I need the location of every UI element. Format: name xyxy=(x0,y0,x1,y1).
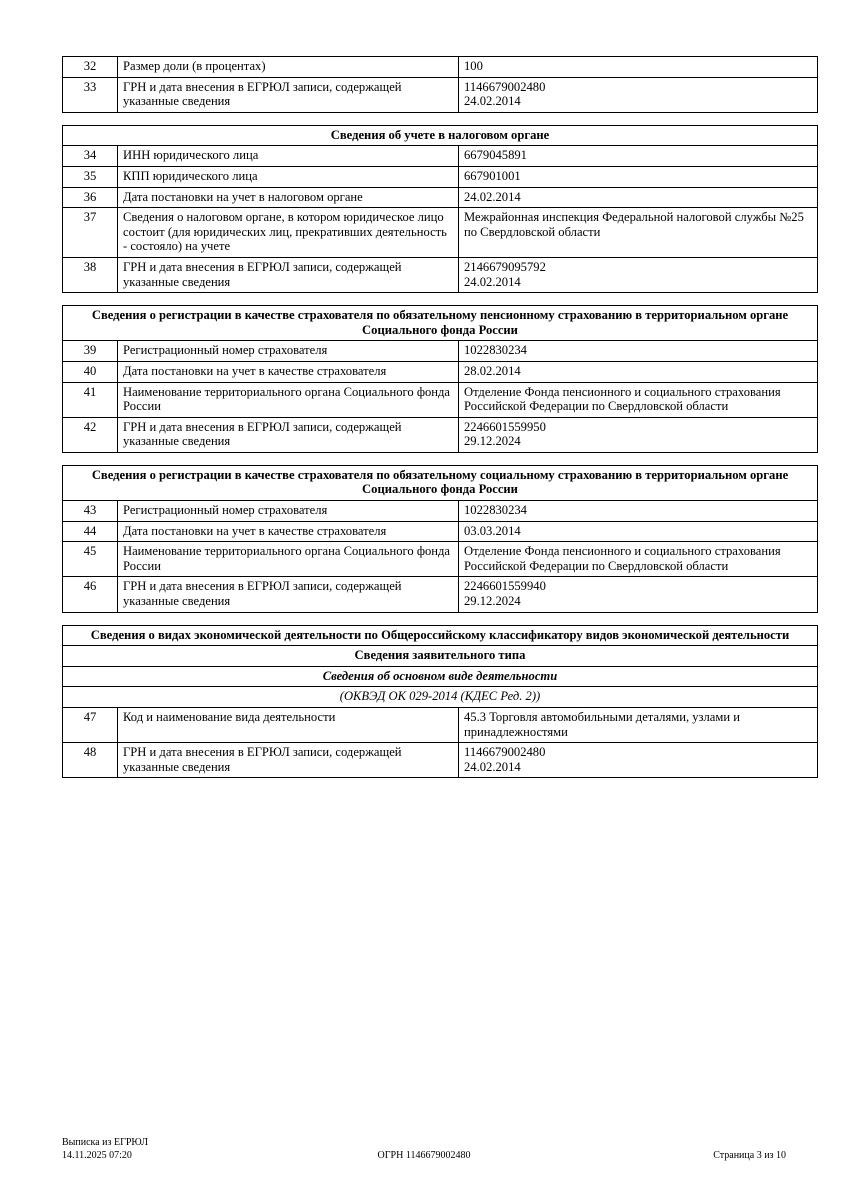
row-value: 667901001 xyxy=(459,166,818,187)
table-row xyxy=(63,187,818,208)
row-value: Межрайонная инспекция Федеральной налоговой службы №25 по Свердловской области xyxy=(459,208,818,258)
row-value: 2246601559950 29.12.2024 xyxy=(459,417,818,452)
row-label: ГРН и дата внесения в ЕГРЮЛ записи, содержащей указанные сведения xyxy=(118,257,459,292)
spacer-cell xyxy=(63,293,818,306)
section-heading: Сведения заявительного типа xyxy=(63,646,818,667)
row-number: 39 xyxy=(63,341,118,362)
page-footer xyxy=(62,1137,786,1162)
footer-source-title: Выписка из ЕГРЮЛ xyxy=(62,1137,148,1148)
row-label: ГРН и дата внесения в ЕГРЮЛ записи, содержащей указанные сведения xyxy=(118,577,459,612)
table-row xyxy=(63,361,818,382)
row-label: Дата постановки на учет в качестве страхователя xyxy=(118,521,459,542)
row-value: 45.3 Торговля автомобильными деталями, узлами и принадлежностями xyxy=(459,708,818,743)
table-row xyxy=(63,501,818,522)
spacer-cell xyxy=(63,612,818,625)
footer-page-number: Страница 3 из 10 xyxy=(713,1149,786,1161)
table-heading-row xyxy=(63,646,818,667)
row-number: 41 xyxy=(63,382,118,417)
row-number: 42 xyxy=(63,417,118,452)
spacer-cell xyxy=(63,112,818,125)
table-heading-row xyxy=(63,125,818,146)
table-row xyxy=(63,417,818,452)
table-body xyxy=(63,57,818,778)
footer-source xyxy=(62,1137,301,1162)
row-number: 48 xyxy=(63,743,118,778)
row-number: 43 xyxy=(63,501,118,522)
row-value: 2146679095792 24.02.2014 xyxy=(459,257,818,292)
table-row xyxy=(63,708,818,743)
row-label: ИНН юридического лица xyxy=(118,146,459,167)
table-row xyxy=(63,146,818,167)
table-heading-row xyxy=(63,306,818,341)
row-value: 03.03.2014 xyxy=(459,521,818,542)
table-row xyxy=(63,577,818,612)
spacer-cell xyxy=(63,452,818,465)
row-value: 6679045891 xyxy=(459,146,818,167)
row-label: ГРН и дата внесения в ЕГРЮЛ записи, содержащей указанные сведения xyxy=(118,77,459,112)
row-value: 1022830234 xyxy=(459,501,818,522)
row-number: 46 xyxy=(63,577,118,612)
row-number: 34 xyxy=(63,146,118,167)
row-number: 47 xyxy=(63,708,118,743)
row-number: 38 xyxy=(63,257,118,292)
section-heading: Сведения о регистрации в качестве страхователя по обязательному социальному страхованию в территориальном органе Социального фонда России xyxy=(63,465,818,500)
row-value: 28.02.2014 xyxy=(459,361,818,382)
table-spacer-row xyxy=(63,293,818,306)
section-heading: Сведения об основном виде деятельности xyxy=(63,666,818,687)
row-value: Отделение Фонда пенсионного и социального страхования Российской Федерации по Свердловской области xyxy=(459,382,818,417)
row-value: Отделение Фонда пенсионного и социального страхования Российской Федерации по Свердловской области xyxy=(459,542,818,577)
footer-ogrn: ОГРН 1146679002480 xyxy=(377,1149,471,1161)
table-spacer-row xyxy=(63,112,818,125)
row-label: Код и наименование вида деятельности xyxy=(118,708,459,743)
row-label: Наименование территориального органа Социального фонда России xyxy=(118,542,459,577)
section-heading: Сведения об учете в налоговом органе xyxy=(63,125,818,146)
row-number: 45 xyxy=(63,542,118,577)
row-label: КПП юридического лица xyxy=(118,166,459,187)
table-row xyxy=(63,57,818,78)
table-heading-row xyxy=(63,687,818,708)
row-label: Дата постановки на учет в качестве страхователя xyxy=(118,361,459,382)
table-row xyxy=(63,166,818,187)
row-number: 33 xyxy=(63,77,118,112)
row-number: 40 xyxy=(63,361,118,382)
row-value: 1146679002480 24.02.2014 xyxy=(459,77,818,112)
table-row xyxy=(63,743,818,778)
table-heading-row xyxy=(63,465,818,500)
table-row xyxy=(63,382,818,417)
row-label: Регистрационный номер страхователя xyxy=(118,501,459,522)
table-row xyxy=(63,77,818,112)
row-number: 37 xyxy=(63,208,118,258)
row-value: 1146679002480 24.02.2014 xyxy=(459,743,818,778)
table-spacer-row xyxy=(63,612,818,625)
row-label: Наименование территориального органа Социального фонда России xyxy=(118,382,459,417)
row-value: 100 xyxy=(459,57,818,78)
table-spacer-row xyxy=(63,452,818,465)
row-label: Дата постановки на учет в налоговом органе xyxy=(118,187,459,208)
section-heading: Сведения о регистрации в качестве страхователя по обязательному пенсионному страхованию в территориальном органе Социального фонда России xyxy=(63,306,818,341)
table-row xyxy=(63,542,818,577)
row-value: 2246601559940 29.12.2024 xyxy=(459,577,818,612)
table-row xyxy=(63,208,818,258)
row-value: 1022830234 xyxy=(459,341,818,362)
footer-source-datetime: 14.11.2025 07:20 xyxy=(62,1149,132,1161)
table-row xyxy=(63,341,818,362)
row-number: 32 xyxy=(63,57,118,78)
row-label: Сведения о налоговом органе, в котором юридическое лицо состоит (для юридических лиц, прекративших деятельность - состояло) на учете xyxy=(118,208,459,258)
row-label: ГРН и дата внесения в ЕГРЮЛ записи, содержащей указанные сведения xyxy=(118,417,459,452)
section-heading: (ОКВЭД ОК 029-2014 (КДЕС Ред. 2)) xyxy=(63,687,818,708)
row-label: ГРН и дата внесения в ЕГРЮЛ записи, содержащей указанные сведения xyxy=(118,743,459,778)
row-label: Размер доли (в процентах) xyxy=(118,57,459,78)
egrul-data-table xyxy=(62,56,818,778)
table-row xyxy=(63,521,818,542)
row-number: 35 xyxy=(63,166,118,187)
section-heading: Сведения о видах экономической деятельности по Общероссийскому классификатору видов экономической деятельности xyxy=(63,625,818,646)
table-row xyxy=(63,257,818,292)
table-heading-row xyxy=(63,625,818,646)
row-number: 44 xyxy=(63,521,118,542)
table-heading-row xyxy=(63,666,818,687)
row-number: 36 xyxy=(63,187,118,208)
row-label: Регистрационный номер страхователя xyxy=(118,341,459,362)
row-value: 24.02.2014 xyxy=(459,187,818,208)
